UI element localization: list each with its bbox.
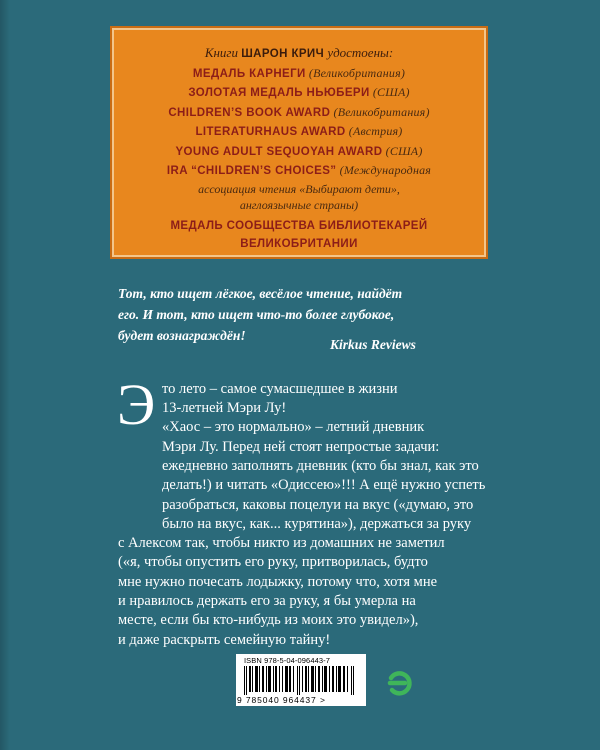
barcode-number: 9 785040 964437 > — [237, 695, 326, 705]
body-line: месте, если бы кто-нибудь из моих это увидел»), — [118, 612, 419, 628]
award-note: (США) — [382, 143, 423, 158]
body-line: «Хаос – это нормально» – летний дневник — [162, 419, 425, 435]
review-quote — [118, 283, 478, 346]
award-item — [114, 103, 484, 123]
quote-source: Kirkus Reviews — [330, 337, 416, 352]
body-line: и нравилось держать его за руку, я бы умерла на — [118, 593, 416, 609]
quote-line: его. И тот, кто ищет что-то более глубокое, — [118, 307, 395, 322]
awards-intro-prefix: Книги — [204, 45, 242, 60]
award-note: (Австрия) — [345, 124, 403, 138]
award-name: ЗОЛОТАЯ МЕДАЛЬ НЬЮБЕРИ — [188, 87, 370, 99]
awards-intro-suffix: удостоены: — [324, 45, 394, 60]
isbn-label: ISBN 978-5-04-096443-7 — [244, 656, 331, 665]
award-name: CHILDREN’S BOOK AWARD — [168, 106, 331, 119]
award-name: YOUNG ADULT SEQUOYAH AWARD — [175, 145, 383, 158]
award-item — [114, 83, 484, 103]
quote-line: Тот, кто ищет лёгкое, весёлое чтение, найдёт — [118, 286, 403, 301]
ira-note-line: англоязычные страны) — [239, 198, 359, 212]
eksmo-logo-icon — [382, 666, 416, 700]
awards-intro — [114, 44, 484, 64]
award-item — [114, 142, 484, 162]
award-note: (США) — [369, 85, 410, 99]
award-library-medal-country: ВЕЛИКОБРИТАНИИ — [240, 238, 358, 250]
award-library-medal: МЕДАЛЬ СООБЩЕСТВА БИБЛИОТЕКАРЕЙ — [170, 219, 428, 232]
award-name: МЕДАЛЬ КАРНЕГИ — [192, 67, 306, 80]
author-name: ШАРОН КРИЧ — [241, 48, 325, 60]
award-name: IRA “CHILDREN’S CHOICES” — [166, 165, 337, 177]
award-item — [114, 64, 484, 84]
barcode-bars — [244, 666, 358, 695]
quote-line: будет вознаграждён! — [118, 328, 246, 343]
award-note: (Великобритания) — [305, 65, 406, 80]
body-line: Мэри Лу. Перед ней стоят непростые задачи: — [162, 439, 440, 455]
award-note: (Великобритания) — [330, 104, 430, 119]
body-line: мне нужно почесать лодыжку, потому что, хотя мне — [118, 574, 438, 590]
body-line: разобраться, каковы поцелуи на вкус («думаю, это — [162, 497, 474, 513]
body-line: и даже раскрыть семейную тайну! — [118, 632, 331, 648]
body-line: то лето – самое сумасшедшее в жизни — [162, 381, 398, 397]
body-line: 13-летней Мэри Лу! — [162, 400, 287, 416]
ira-note-line: ассоциация чтения «Выбирают дети», — [198, 181, 400, 196]
body-line: было на вкус, как... курятина»), держаться за руку — [162, 516, 472, 532]
body-line: («я, чтобы опустить его руку, притворилась, будто — [118, 554, 428, 570]
body-line: ежедневно заполнять дневник (кто бы знал, как это — [162, 458, 479, 474]
barcode — [236, 654, 366, 706]
awards-box — [112, 28, 486, 257]
drop-cap: Э — [117, 372, 156, 437]
award-note: (Международная — [336, 163, 432, 177]
body-line: с Алексом так, чтобы никто из домашних не заметил — [118, 535, 445, 551]
award-item — [114, 122, 484, 142]
award-item — [114, 161, 484, 181]
award-name: LITERATURHAUS AWARD — [195, 126, 346, 138]
body-line: делать!) и читать «Одиссею»!!! А ещё нужно успеть — [162, 477, 486, 493]
